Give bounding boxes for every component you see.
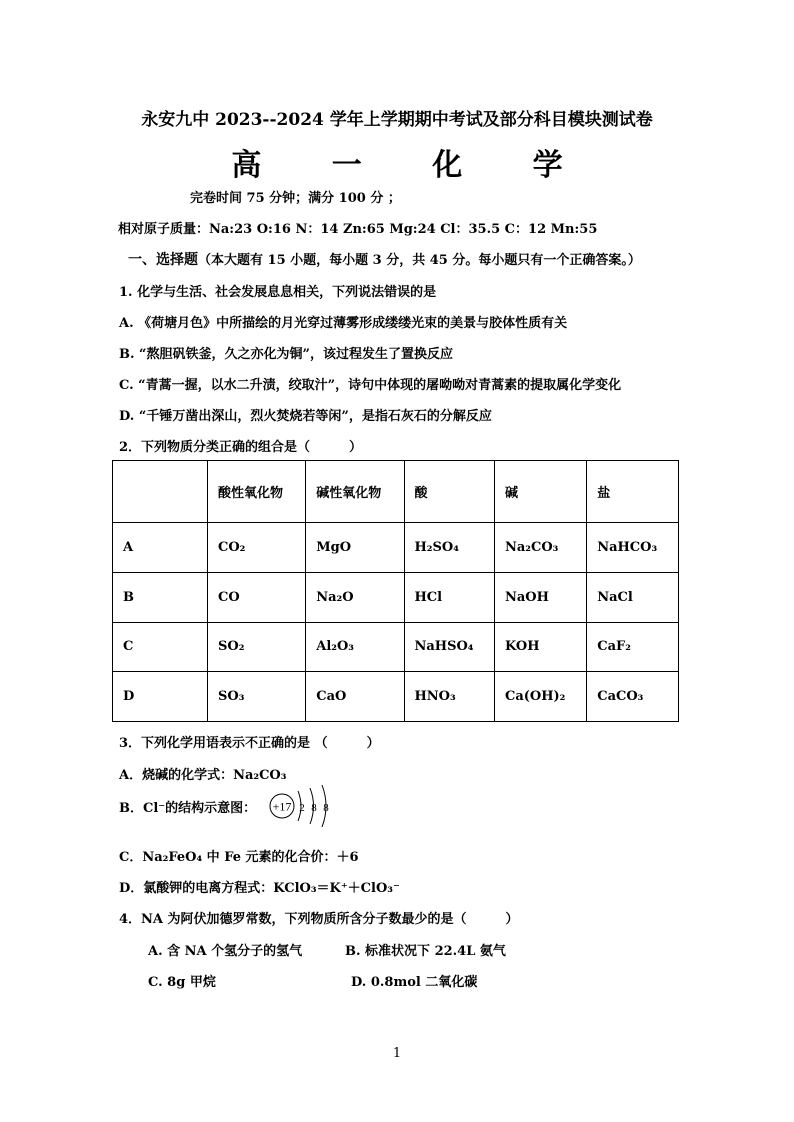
classification-table <box>112 460 679 722</box>
table-row <box>113 523 679 573</box>
exam-title: 永安九中 2023--2024 学年上学期期中考试及部分科目模块测试卷 <box>141 110 653 130</box>
table-cell: CaCO₃ <box>587 672 679 722</box>
atomic-masses: 相对原子质量：Na:23 O:16 N：14 Zn:65 Mg:24 Cl：35.5 C：12 Mn:55 <box>118 222 598 237</box>
q3-option-a: A．烧碱的化学式：Na₂CO₃ <box>119 768 287 783</box>
table-cell: B <box>113 572 208 622</box>
table-cell: CO <box>208 572 306 622</box>
page-number: 1 <box>392 1046 402 1061</box>
table-cell: C <box>113 622 208 672</box>
q1-option-b: B. “熬胆矾铁釜，久之亦化为铜”，该过程发生了置换反应 <box>119 347 453 362</box>
section1-note: （本大题有 15 小题，每小题 3 分，共 45 分。每小题只有一个正确答案。） <box>198 253 641 268</box>
shell-electrons: 8 <box>323 802 329 814</box>
table-cell: CaF₂ <box>587 622 679 672</box>
table-cell: NaHSO₄ <box>404 622 494 672</box>
q4-option-c: C. 8g 甲烷 <box>148 975 216 990</box>
table-cell: NaHCO₃ <box>587 523 679 573</box>
table-cell: NaOH <box>494 572 586 622</box>
table-header-cell: 碱性氧化物 <box>306 461 404 523</box>
table-row <box>113 672 679 722</box>
table-cell: SO₃ <box>208 672 306 722</box>
shell-electrons: 2 <box>299 802 305 814</box>
table-cell: HNO₃ <box>404 672 494 722</box>
table-header-row <box>113 461 679 523</box>
table-cell: Ca(OH)₂ <box>494 672 586 722</box>
table-cell: A <box>113 523 208 573</box>
table-cell: CO₂ <box>208 523 306 573</box>
table-cell: CaO <box>306 672 404 722</box>
table-cell: SO₂ <box>208 622 306 672</box>
table-cell: Na₂CO₃ <box>494 523 586 573</box>
section1-title: 一、选择题 <box>128 252 198 268</box>
q1-option-d: D. “千锤万凿出深山，烈火焚烧若等闲”，是指石灰石的分解反应 <box>119 409 492 424</box>
table-header-cell: 酸 <box>404 461 494 523</box>
table-cell: Na₂O <box>306 572 404 622</box>
table-row <box>113 572 679 622</box>
q4-option-a: A. 含 NA 个氢分子的氢气 <box>148 944 303 959</box>
q4-stem: 4．NA 为阿伏加德罗常数，下列物质所含分子数最少的是（ ） <box>119 912 519 927</box>
table-header-cell: 酸性氧化物 <box>208 461 306 523</box>
q1-option-c: C. “青蒿一握，以水二升渍，绞取汁”，诗句中体现的屠呦呦对青蒿素的提取属化学变化 <box>119 378 622 393</box>
shell-electrons: 8 <box>311 802 317 814</box>
time-info: 完卷时间 75 分钟；满分 100 分 ； <box>190 191 401 206</box>
table-cell: D <box>113 672 208 722</box>
q3-option-d: D．氯酸钾的电离方程式：KClO₃＝K⁺＋ClO₃⁻ <box>119 881 400 896</box>
q3-option-b-label: B．Cl⁻的结构示意图： <box>119 801 257 816</box>
nucleus-charge: +17 <box>272 799 292 814</box>
q3-option-c: C．Na₂FeO₄ 中 Fe 元素的化合价：＋6 <box>119 850 359 865</box>
q1-stem: 1. 化学与生活、社会发展息息相关，下列说法错误的是 <box>119 285 437 300</box>
table-row <box>113 622 679 672</box>
table-header-cell <box>113 461 208 523</box>
section1-heading <box>128 249 641 269</box>
q1-option-a: A. 《荷塘月色》中所描绘的月光穿过薄雾形成缕缕光束的美景与胶体性质有关 <box>119 316 568 331</box>
table-cell: H₂SO₄ <box>404 523 494 573</box>
table-cell: KOH <box>494 622 586 672</box>
table-cell: HCl <box>404 572 494 622</box>
q2-stem: 2．下列物质分类正确的组合是（ ） <box>119 440 363 455</box>
table-cell: Al₂O₃ <box>306 622 404 672</box>
table-cell: MgO <box>306 523 404 573</box>
q3-stem: 3．下列化学用语表示不正确的是 （ ） <box>119 736 380 751</box>
chloride-ion-structure-diagram <box>262 782 342 834</box>
q4-option-b: B. 标准状况下 22.4L 氨气 <box>345 944 506 959</box>
table-header-cell: 碱 <box>494 461 586 523</box>
q4-option-d: D. 0.8mol 二氧化碳 <box>351 975 478 990</box>
subject-heading: 高 一 化 学 <box>231 148 593 183</box>
table-header-cell: 盐 <box>587 461 679 523</box>
table-cell: NaCl <box>587 572 679 622</box>
